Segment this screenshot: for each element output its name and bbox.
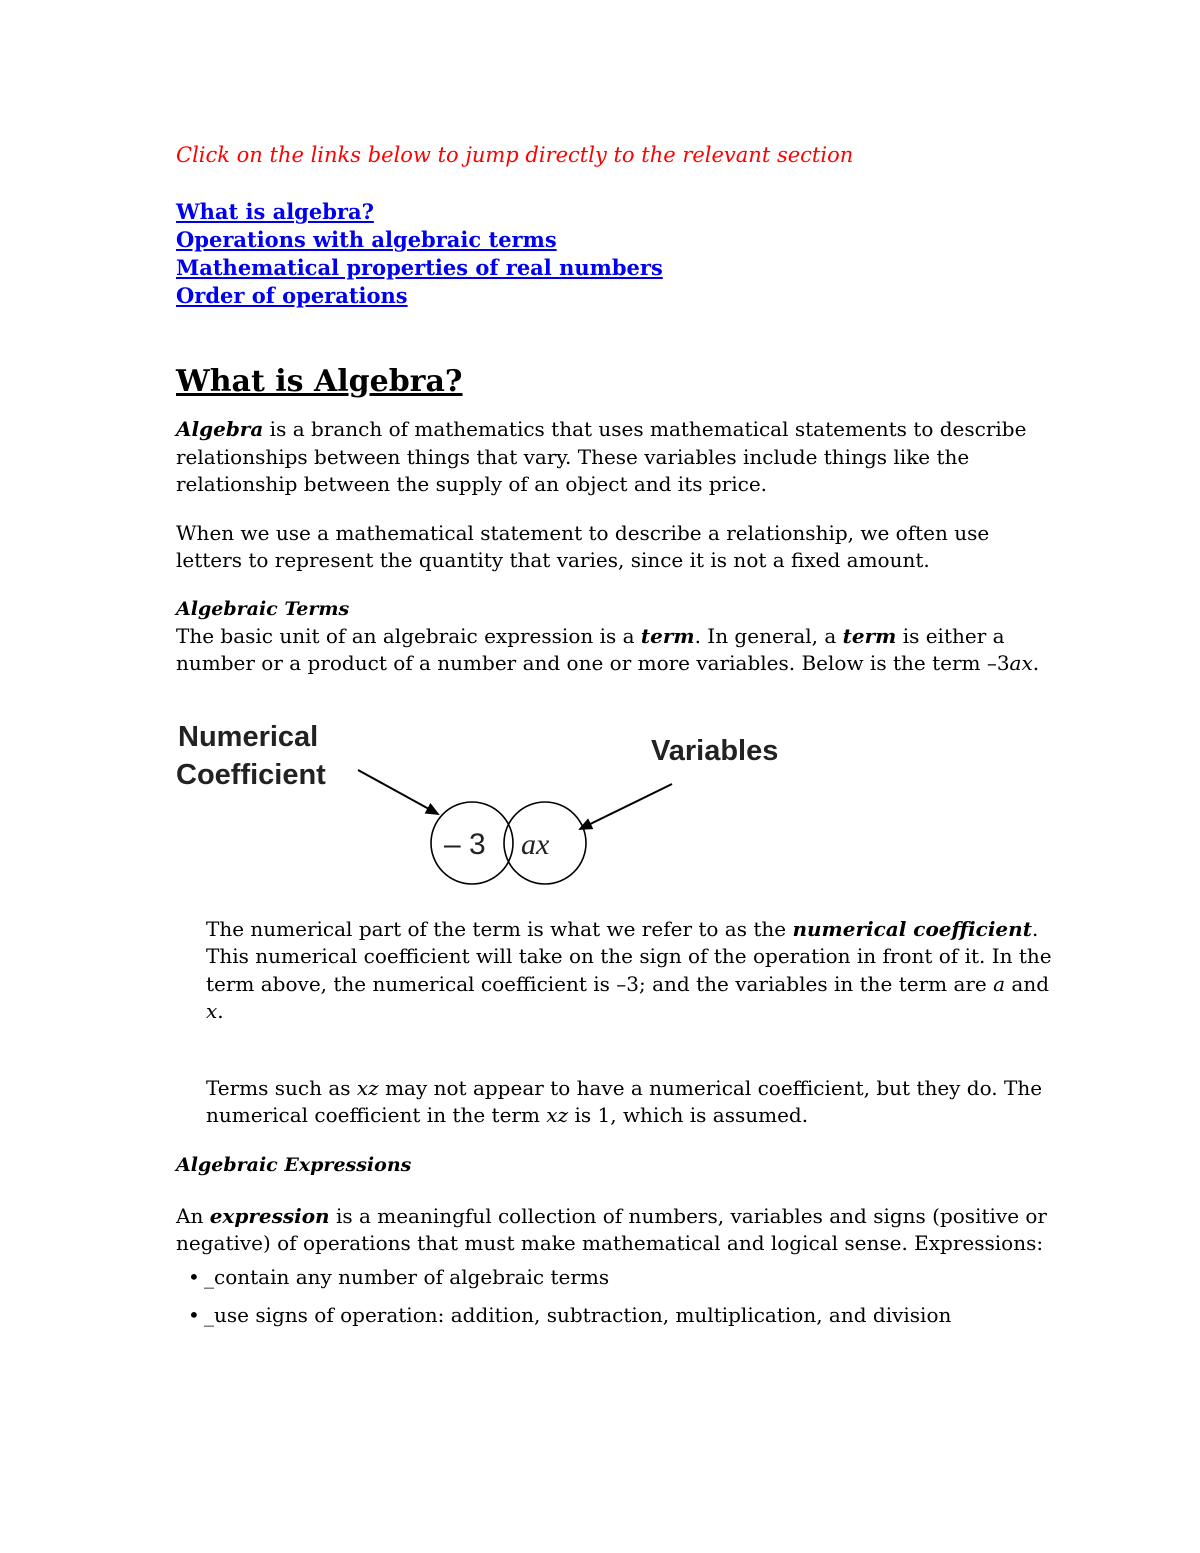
coefficient-value: – 3 xyxy=(444,827,486,861)
algebra-definition-paragraph xyxy=(176,416,1056,499)
terms-text-d: . xyxy=(1032,651,1040,675)
toc-link-what-is-algebra[interactable]: What is algebra? xyxy=(176,199,374,224)
algebra-term: Algebra xyxy=(176,417,264,441)
arrow-to-variables xyxy=(580,784,672,829)
coefficient-explanation xyxy=(206,916,1056,1130)
xz-text-b: may not appear to have a numerical coefficient, but they do. The numerical coefficient in the term xyxy=(206,1075,1043,1127)
bullet-icon: • xyxy=(188,1264,200,1289)
section-title: What is Algebra? xyxy=(176,364,463,399)
expression-paragraph xyxy=(176,1203,1056,1258)
coeff-text-c: and xyxy=(1005,971,1050,996)
xz-paragraph xyxy=(206,1075,1056,1130)
xz-term-1: xz xyxy=(356,1075,379,1100)
var-a: a xyxy=(993,971,1006,996)
terms-text-c: is either a number or a product of a number and one or more variables. Below is the term –3 xyxy=(176,623,1010,675)
numerical-coefficient-term: numerical coefficient xyxy=(792,916,1032,941)
coeff-text-a: The numerical part of the term is what we refer to as the xyxy=(206,916,793,941)
xz-text-a: Terms such as xyxy=(206,1075,357,1100)
intro-instruction: Click on the links below to jump directly to the relevant section xyxy=(176,143,854,167)
term-ax: ax xyxy=(1009,651,1033,675)
bullet-text: _contain any number of algebraic terms xyxy=(204,1264,610,1289)
terms-text-a: The basic unit of an algebraic expression is a xyxy=(176,623,641,648)
coeff-text-b: . This numerical coefficient will take on the sign of the operation in front of it. In the term above, the numerical coefficient is –3; and the variables in the term are xyxy=(206,916,1052,996)
variables-value: ax xyxy=(521,827,550,861)
term-diagram xyxy=(166,712,846,892)
expression-bullet-list xyxy=(176,1264,1056,1329)
term-diagram-svg xyxy=(166,712,846,892)
expr-text-b: is a meaningful collection of numbers, variables and signs (positive or negative) of operations that must make mathematical and logical sense. Expressions: xyxy=(176,1203,1047,1255)
expr-text-a: An xyxy=(176,1203,210,1228)
algebraic-terms-heading: Algebraic Terms xyxy=(176,597,350,620)
term-word-2: term xyxy=(842,623,897,648)
expression-term: expression xyxy=(209,1203,330,1228)
term-word-1: term xyxy=(640,623,695,648)
toc-link-operations[interactable]: Operations with algebraic terms xyxy=(176,227,557,252)
toc-link-order-of-operations[interactable]: Order of operations xyxy=(176,283,408,308)
xz-term-2: xz xyxy=(546,1103,569,1127)
bullet-text: _use signs of operation: addition, subtraction, multiplication, and division xyxy=(204,1302,952,1327)
table-of-contents xyxy=(176,198,1056,310)
label-variables: Variables xyxy=(651,734,779,767)
numerical-coefficient-paragraph xyxy=(206,916,1056,1026)
letters-paragraph: When we use a mathematical statement to describe a relationship, we often use letters to represent the quantity that varies, since it is not a fixed amount. xyxy=(176,520,990,572)
algebra-definition-text: is a branch of mathematics that uses mathematical statements to describe relationships between things that vary. These variables include things like the relationship between the supply of an object and its price. xyxy=(176,417,1027,496)
list-item xyxy=(188,1302,1056,1329)
document-page xyxy=(176,140,1056,1340)
terms-paragraph xyxy=(176,623,1056,678)
arrow-to-coefficient xyxy=(358,770,438,814)
terms-text-b: . In general, a xyxy=(694,623,843,648)
algebraic-expressions-heading: Algebraic Expressions xyxy=(176,1153,412,1176)
bullet-icon: • xyxy=(188,1302,200,1327)
label-coefficient: Coefficient xyxy=(176,758,326,791)
var-x: x xyxy=(206,999,218,1023)
list-item xyxy=(188,1264,1056,1291)
xz-text-c: is 1, which is assumed. xyxy=(568,1103,809,1127)
toc-link-properties[interactable]: Mathematical properties of real numbers xyxy=(176,255,663,280)
coeff-text-d: . xyxy=(217,999,224,1023)
label-numerical: Numerical xyxy=(178,720,319,753)
